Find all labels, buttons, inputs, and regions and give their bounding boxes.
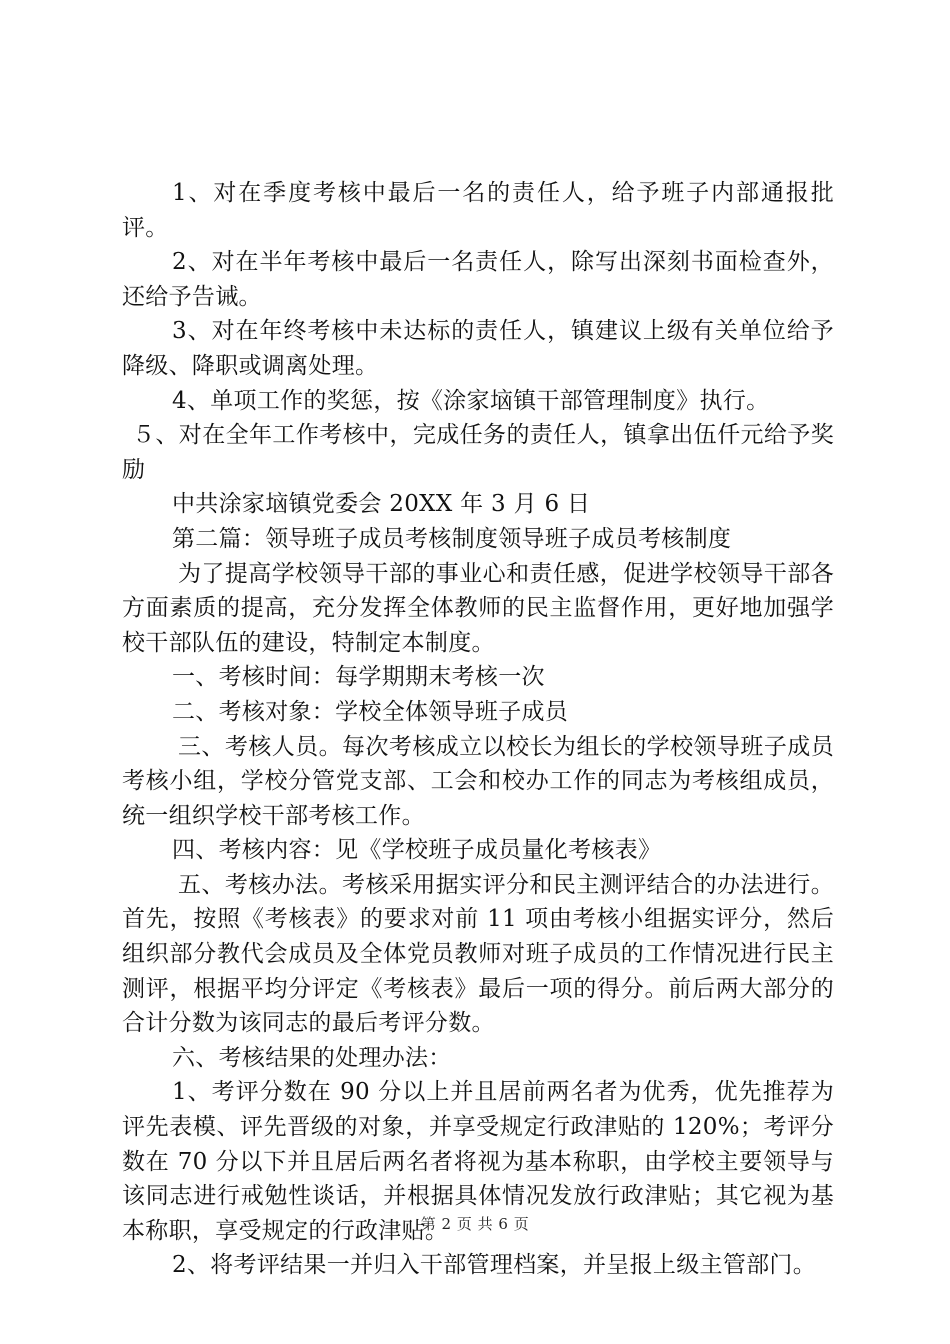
paragraph-1: 1、对在季度考核中最后一名的责任人，给予班子内部通报批评。	[122, 180, 834, 241]
paragraph-4: 4、单项工作的奖惩，按《涂家垴镇干部管理制度》执行。	[172, 387, 770, 414]
document-body	[122, 176, 834, 1283]
paragraph-5: ５、对在全年工作考核中，完成任务的责任人，镇拿出伍仟元给予奖励	[122, 422, 834, 483]
page-number-footer: 第 2 页 共 6 页	[420, 1215, 530, 1233]
item-assessment-content: 四、考核内容：见《学校班子成员量化考核表》	[172, 837, 662, 864]
result-rule-2: 2、将考评结果一并归入干部管理档案，并呈报上级主管部门。	[172, 1252, 817, 1279]
result-rule-1: 1、考评分数在 90 分以上并且居前两名者为优秀，优先推荐为评先表模、评先晋级的对象，并享受规定行政津贴的 120%；考评分数在 70 分以下并且居后两名者将视为基本称职，由学校主要领导与该同志进行戒勉性谈话，并根据具体情况发放行政津贴；其它视为基本称职，享受规定的行政津贴。	[122, 1079, 834, 1244]
item-assessment-method: 五、考核办法。考核采用据实评分和民主测评结合的办法进行。首先，按照《考核表》的要求对前 11 项由考核小组据实评分，然后组织部分教代会成员及全体党员教师对班子成员的工作情况进行民主测评，根据平均分评定《考核表》最后一项的得分。前后两大部分的合计分数为该同志的最后考评分数。	[122, 871, 834, 1037]
item-assessment-target: 二、考核对象：学校全体领导班子成员	[172, 698, 569, 725]
signature-line: 中共涂家垴镇党委会 20XX 年 3 月 6 日	[172, 491, 591, 518]
paragraph-3: 3、对在年终考核中未达标的责任人，镇建议上级有关单位给予降级、降职或调离处理。	[122, 318, 834, 379]
section-heading: 第二篇：领导班子成员考核制度领导班子成员考核制度	[172, 525, 732, 552]
paragraph-intro: 为了提高学校领导干部的事业心和责任感，促进学校领导干部各方面素质的提高，充分发挥全体教师的民主监督作用，更好地加强学校干部队伍的建设，特制定本制度。	[122, 560, 834, 656]
item-result-handling: 六、考核结果的处理办法：	[172, 1044, 452, 1071]
item-assessment-personnel: 三、考核人员。每次考核成立以校长为组长的学校领导班子成员考核小组，学校分管党支部、工会和校办工作的同志为考核组成员，统一组织学校干部考核工作。	[122, 733, 834, 829]
item-assessment-time: 一、考核时间：每学期期末考核一次	[172, 664, 545, 691]
paragraph-2: 2、对在半年考核中最后一名责任人，除写出深刻书面检查外，还给予告诫。	[122, 249, 834, 310]
